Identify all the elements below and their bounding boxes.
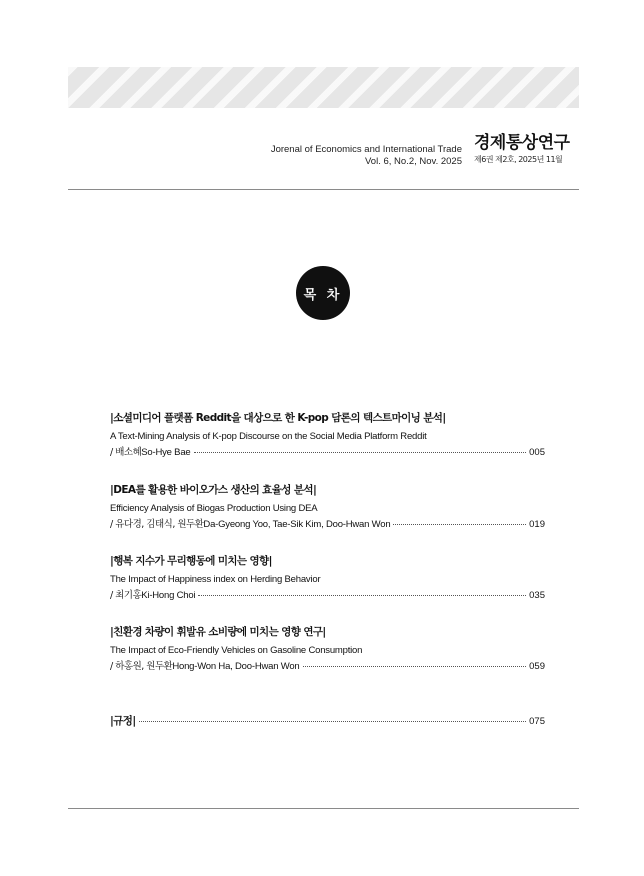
volume-english: Vol. 6, No.2, Nov. 2025 [365,156,462,167]
entry-author-line [110,446,545,459]
leader-dots [194,452,527,453]
volume-korean: 제6권 제2호, 2025년 11월 [474,155,563,164]
entry-authors-korean: / 하홍원, 원두환 [110,661,173,672]
entry-title-korean: |행복 지수가 무리행동에 미치는 영향| [110,555,272,567]
entry-page-number: 035 [529,590,545,601]
entry-author-line [110,589,545,602]
footer-divider [68,808,579,809]
leader-dots [198,595,526,596]
journal-info-english [271,144,462,168]
entry-page-number: 019 [529,519,545,530]
toc-entry-2[interactable] [110,483,545,531]
header-divider [68,189,579,190]
journal-name-english: Jorenal of Economics and International Trade [270,144,462,155]
entry-title-english: The Impact of Happiness index on Herding Behavior [110,574,321,585]
header-hatch-band [68,67,579,108]
regulations-label: |규정| [110,715,136,727]
entry-authors-korean: / 배소혜 [110,447,142,458]
entry-author-line [110,518,545,531]
regulations-page-number: 075 [529,716,545,727]
leader-dots [303,666,527,667]
entry-title-korean: |DEA를 활용한 바이오가스 생산의 효율성 분석| [110,484,317,496]
entry-title-english: Efficiency Analysis of Biogas Production Using DEA [110,503,318,514]
entry-author-line [110,660,545,673]
toc-entry-4[interactable] [110,625,545,673]
entry-title-korean: |소셜미디어 플랫폼 Reddit을 대상으로 한 K-pop 담론의 텍스트마이닝 분석| [110,412,446,424]
entry-page-number: 005 [529,447,545,458]
entry-title-english: A Text-Mining Analysis of K-pop Discourse on the Social Media Platform Reddit [110,431,427,442]
toc-badge: 목 차 [296,266,350,320]
entry-title-korean: |친환경 차량이 휘발유 소비량에 미치는 영향 연구| [110,626,326,638]
toc-entry-1[interactable] [110,411,545,459]
entry-authors-english: Hong-Won Ha, Doo-Hwan Won [172,661,300,672]
entry-authors-korean: / 최기홍 [110,590,142,601]
entry-title-english: The Impact of Eco-Friendly Vehicles on Gasoline Consumption [110,645,363,656]
journal-name-korean: 경제통상연구 [474,133,570,153]
leader-dots [393,524,526,525]
entry-authors-english: Da-Gyeong Yoo, Tae-Sik Kim, Doo-Hwan Won [203,519,391,530]
entry-authors-english: So-Hye Bae [141,447,191,458]
leader-dots [139,721,527,722]
entry-authors-korean: / 유다경, 김태식, 원두환 [110,519,204,530]
toc-entry-regulations[interactable] [110,714,545,729]
toc-entry-3[interactable] [110,554,545,602]
journal-info-korean [474,132,570,166]
entry-page-number: 059 [529,661,545,672]
entry-authors-english: Ki-Hong Choi [141,590,196,601]
